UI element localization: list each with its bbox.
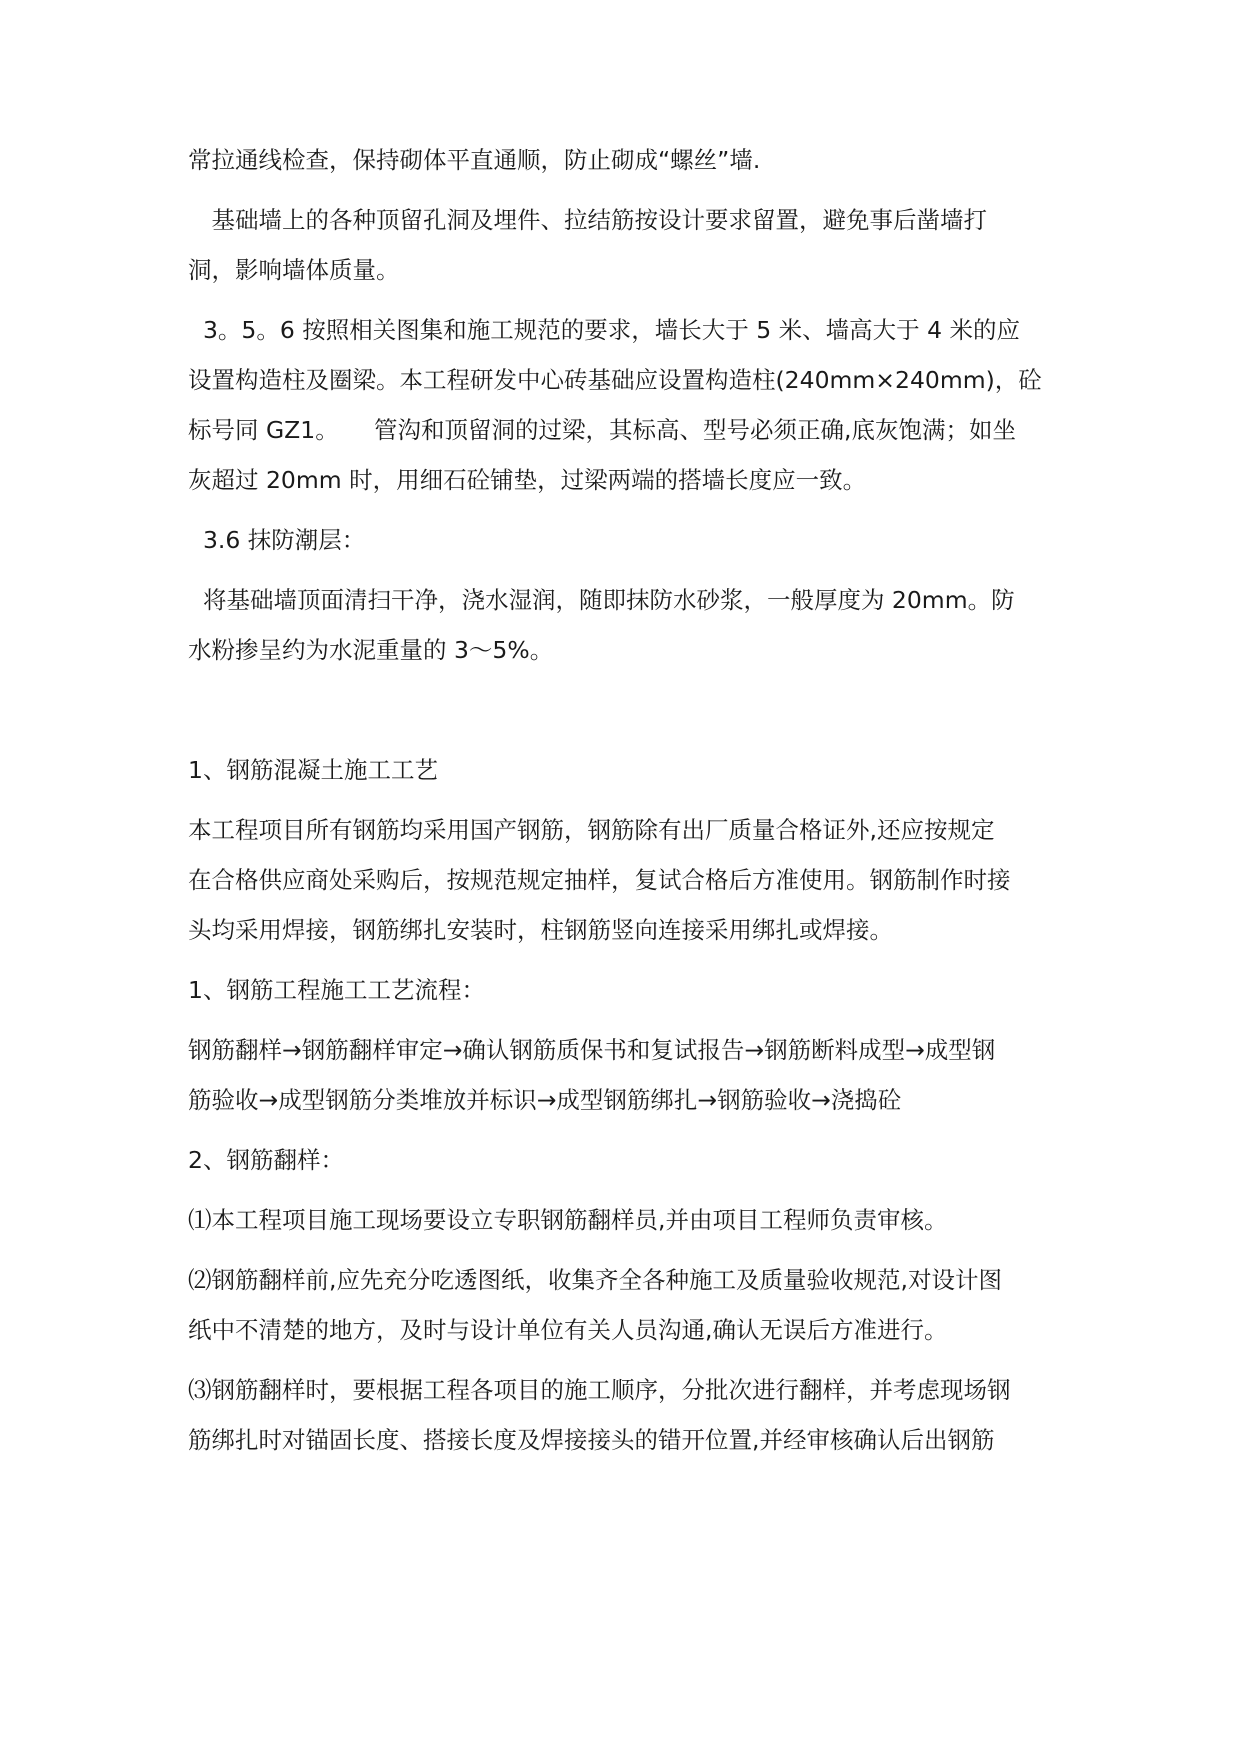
text-line: 纸中不清楚的地方，及时与设计单位有关人员沟通,确认无误后方准进行。 — [188, 1316, 948, 1344]
paragraph-item-2 — [188, 1255, 1058, 1355]
paragraph-wall-alignment — [188, 135, 1058, 185]
text-line: ⑶钢筋翻样时，要根据工程各项目的施工顺序，分批次进行翻样，并考虑现场钢 — [188, 1376, 1011, 1404]
paragraph-item-3 — [188, 1365, 1058, 1465]
heading-rebar-flow — [188, 965, 1058, 1015]
text-line: 2、钢筋翻样： — [188, 1146, 344, 1174]
text-line: 设置构造柱及圈梁。本工程研发中心砖基础应设置构造柱(240mm×240mm)，砼 — [188, 366, 1042, 394]
text-line: 标号同 GZ1。 管沟和顶留洞的过梁，其标高、型号必须正确,底灰饱满；如坐 — [188, 416, 1016, 444]
text-line: 水粉掺呈约为水泥重量的 3～5%。 — [188, 636, 554, 664]
heading-3-6 — [188, 515, 1058, 565]
text-line: 筋验收→成型钢筋分类堆放并标识→成型钢筋绑扎→钢筋验收→浇捣砼 — [188, 1086, 902, 1114]
text-line: 钢筋翻样→钢筋翻样审定→确认钢筋质保书和复试报告→钢筋断料成型→成型钢 — [188, 1036, 996, 1064]
heading-rebar-detailing — [188, 1135, 1058, 1185]
text-line: 常拉通线检查，保持砌体平直通顺，防止砌成“螺丝”墙. — [188, 146, 761, 174]
text-line: 1、钢筋混凝土施工工艺 — [188, 756, 438, 784]
text-line: 基础墙上的各种顶留孔洞及埋件、拉结筋按设计要求留置，避免事后凿墙打 — [188, 206, 987, 234]
heading-rc-process — [188, 745, 1058, 795]
text-line: 头均采用焊接，钢筋绑扎安装时，柱钢筋竖向连接采用绑扎或焊接。 — [188, 916, 893, 944]
text-line: 洞，影响墙体质量。 — [188, 256, 400, 284]
text-line: ⑴本工程项目施工现场要设立专职钢筋翻样员,并由项目工程师负责审核。 — [188, 1206, 948, 1234]
text-line: 将基础墙顶面清扫干净，浇水湿润，随即抹防水砂浆，一般厚度为 20mm。防 — [188, 586, 1015, 614]
text-line: 灰超过 20mm 时，用细石砼铺垫，过梁两端的搭墙长度应一致。 — [188, 466, 867, 494]
text-line: ⑵钢筋翻样前,应先充分吃透图纸，收集齐全各种施工及质量验收规范,对设计图 — [188, 1266, 1002, 1294]
paragraph-reserved-holes — [188, 195, 1058, 295]
paragraph-damp-proof — [188, 575, 1058, 675]
paragraph-item-1 — [188, 1195, 1058, 1245]
text-line: 本工程项目所有钢筋均采用国产钢筋，钢筋除有出厂质量合格证外,还应按规定 — [188, 816, 995, 844]
text-line: 3。5。6 按照相关图集和施工规范的要求，墙长大于 5 米、墙高大于 4 米的应 — [188, 316, 1021, 344]
text-line: 筋绑扎时对锚固长度、搭接长度及焊接接头的错开位置,并经审核确认后出钢筋 — [188, 1426, 995, 1454]
text-line: 1、钢筋工程施工工艺流程： — [188, 976, 485, 1004]
text-line: 在合格供应商处采购后，按规范规定抽样，复试合格后方准使用。钢筋制作时接 — [188, 866, 1011, 894]
paragraph-rebar-flow — [188, 1025, 1058, 1125]
paragraph-3-5-6 — [188, 305, 1058, 505]
paragraph-rebar-procurement — [188, 805, 1058, 955]
text-line: 3.6 抹防潮层： — [188, 526, 366, 554]
